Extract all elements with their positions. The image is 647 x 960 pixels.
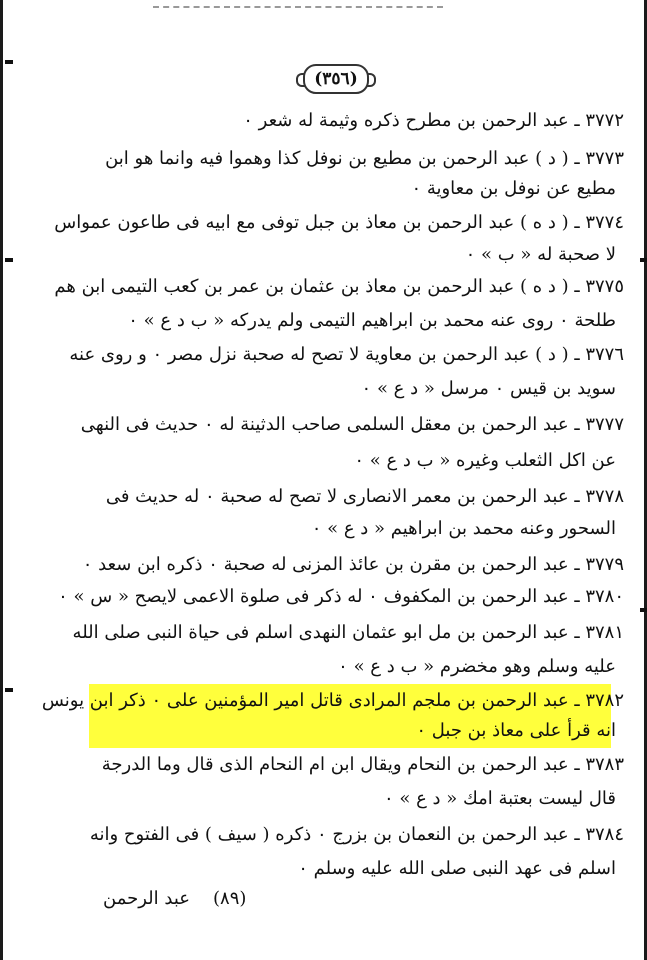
- entry-line: ٣٧٧٥ ـ ( د ه ) عبد الرحمن بن معاذ بن عثمان بن عمر بن كعب التيمى ابن هم: [54, 276, 624, 297]
- entry-line: ٣٧٧٩ ـ عبد الرحمن بن مقرن بن عائذ المزنى له صحبة ٠ ذكره ابن سعد ٠: [82, 554, 624, 575]
- entry-line: السحور وعنه محمد بن ابراهيم « د ع » ٠: [311, 518, 616, 539]
- entry-line: ٣٧٧٢ ـ عبد الرحمن بن مطرح ذكره وثيمة له شعر ٠: [243, 110, 624, 131]
- entry-line: طلحة ٠ روى عنه محمد بن ابراهيم التيمى ولم يدركه « ب د ع » ٠: [128, 310, 616, 331]
- entry-line: ٣٧٧٣ ـ ( د ) عبد الرحمن بن مطيع بن نوفل كذا وهموا فيه وانما هو ابن: [105, 148, 624, 169]
- entry-line: قال ليست بعتبة امك « د ع » ٠: [383, 788, 616, 809]
- entry-line: عليه وسلم وهو مخضرم « ب د ع » ٠: [338, 656, 616, 677]
- edge-mark: [640, 258, 647, 262]
- entry-line: ٣٧٧٨ ـ عبد الرحمن بن معمر الانصارى لا تصح له صحبة ٠ له حديث فى: [105, 486, 624, 507]
- entry-line: عن اكل الثعلب وغيره « ب د ع » ٠: [354, 450, 616, 471]
- entry-line: ٣٧٨٠ ـ عبد الرحمن بن المكفوف ٠ له ذكر فى صلوة الاعمى لايصح « س » ٠: [58, 586, 624, 607]
- edge-mark: [640, 608, 647, 612]
- entry-line: اسلم فى عهد النبى صلى الله عليه وسلم ٠: [298, 858, 616, 879]
- edge-mark: [5, 60, 13, 64]
- entry-line: مطيع عن نوفل بن معاوية ٠: [411, 178, 616, 199]
- highlighted-entry-line: انه قرأ على معاذ بن جبل ٠: [416, 720, 616, 741]
- entry-line: ٣٧٨٤ ـ عبد الرحمن بن النعمان بن بزرج ٠ ذكره ( سيف ) فى الفتوح وانه: [89, 824, 624, 845]
- edge-mark: [5, 688, 13, 692]
- entry-line: لا صحبة له « ب » ٠: [465, 244, 616, 265]
- entry-line: ٣٧٧٦ ـ ( د ) عبد الرحمن بن معاوية لا تصح له صحبة نزل مصر ٠ و روى عنه: [69, 344, 624, 365]
- page-number: (٣٥٦): [303, 64, 369, 94]
- entry-line: ٣٧٨٣ ـ عبد الرحمن بن النحام ويقال ابن ام النحام الذى قال وما الدرجة: [101, 754, 624, 775]
- highlighted-entry-line: ٣٧٨٢ ـ عبد الرحمن بن ملجم المرادى قاتل امير المؤمنين على ٠ ذكر ابن يونس: [41, 690, 624, 711]
- signature-mark: (٨٩): [213, 888, 247, 909]
- entry-line: ٣٧٧٤ ـ ( د ه ) عبد الرحمن بن معاذ بن جبل توفى مع ابيه فى طاعون عمواس: [54, 212, 624, 233]
- entry-line: ٣٧٨١ ـ عبد الرحمن بن مل ابو عثمان النهدى اسلم فى حياة النبى صلى الله: [72, 622, 624, 643]
- entry-line: ٣٧٧٧ ـ عبد الرحمن بن معقل السلمى صاحب الدثينة له ٠ حديث فى النهى: [80, 414, 624, 435]
- top-rule: [153, 6, 443, 8]
- edge-mark: [5, 258, 13, 262]
- entry-line: سويد بن قيس ٠ مرسل « د ع » ٠: [361, 378, 616, 399]
- catchword: عبد الرحمن: [103, 888, 190, 909]
